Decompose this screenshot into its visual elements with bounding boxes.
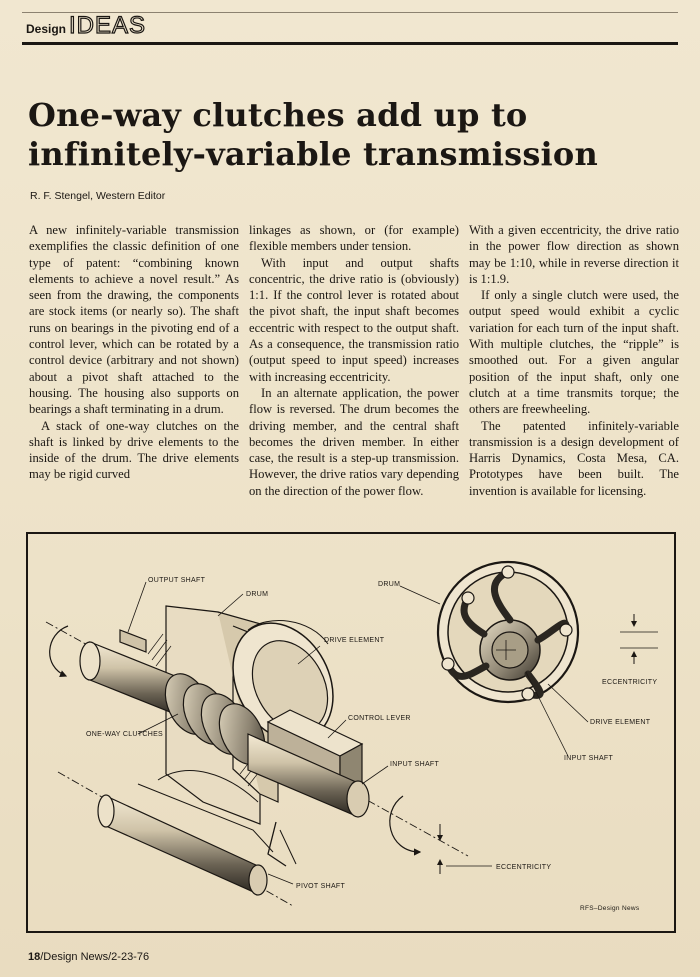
paragraph: A stack of one-way clutches on the shaft is linked by drive elements to the inside of the drum. The drive elements may be rigid curved [29, 418, 239, 482]
title-line-2: infinitely-variable transmission [28, 135, 598, 173]
diagram-drawing [28, 534, 674, 931]
paragraph: The patented infinitely-variable transmission is a design development of Harris Dynamics, Costa Mesa, CA. Prototypes have been built. The invention is available for licensing. [469, 418, 679, 498]
label-drive-element-right: DRIVE ELEMENT [590, 719, 651, 726]
label-drum-right: DRUM [378, 581, 401, 588]
transmission-diagram [26, 532, 676, 933]
paragraph: If only a single clutch were used, the output speed would exhibit a cyclic variation for each turn of the input shaft. With multiple clutches, the “ripple” is smoothed out. For a given angular position of the input shaft, only one clutch at a time transmits torque; the others are freewheeling. [469, 288, 679, 417]
label-drum-left: DRUM [246, 591, 269, 598]
label-output-shaft: OUTPUT SHAFT [148, 577, 206, 584]
paragraph: With a given eccentricity, the drive ratio in the power flow direction as shown may be 1:10, while in reverse direction it is 1:1.9. [469, 223, 679, 286]
article-title [28, 96, 678, 174]
section-name: IDEAS [69, 12, 147, 39]
title-line-1: One-way clutches add up to [28, 96, 528, 134]
section-prefix: Design [26, 22, 67, 36]
paragraph: In an alternate application, the power flow is reversed. The drum becomes the driving member, and the central shaft becomes the driven member. In either case, the result is a step-up transmission. However, the drive ratios vary depending on the direction of the power flow. [249, 385, 459, 498]
text-column-2 [249, 222, 459, 499]
label-text: DRIVE ELEMENT [324, 637, 385, 644]
page-footer [28, 951, 149, 963]
section-header [26, 14, 146, 38]
publication-date: /Design News/2-23-76 [40, 951, 150, 963]
paragraph: linkages as shown, or (for example) flexible members under tension. [249, 223, 459, 254]
label-input-shaft-left: INPUT SHAFT [390, 761, 440, 768]
byline: R. F. Stengel, Western Editor [30, 190, 166, 202]
text-column-1 [29, 222, 239, 483]
label-input-shaft-right: INPUT SHAFT [564, 755, 614, 762]
label-drive-element-left [324, 637, 385, 644]
text-column-3 [469, 222, 679, 499]
end-view [400, 562, 658, 756]
label-eccentricity-bottom: ECCENTRICITY [496, 864, 552, 871]
paragraph: A new infinitely-variable transmission exemplifies the classic definition of one type of patent: “combining known elements to achieve a novel result.” As seen from the drawing, the components are stock items (or nearly so). The shaft runs on bearings in the pivoting end of a control lever, which can be rotated by a control device (arbitrary and not shown) about a pivot shaft attached to the housing. The housing also supports on bearings a shaft terminating in a drum. [29, 223, 239, 417]
paragraph: With input and output shafts concentric, the drive ratio is (obviously) 1:1. If the control lever is rotated about the pivot shaft, the input shaft becomes eccentric with respect to the output shaft. As a consequence, the transmission ratio (output speed to input speed) increases with increasing eccentricity. [249, 255, 459, 384]
label-control-lever: CONTROL LEVER [348, 715, 411, 722]
isometric-assembly [46, 582, 492, 906]
label-one-way-clutches: ONE-WAY CLUTCHES [86, 731, 164, 738]
figure-credit: RFS–Design News [580, 905, 640, 912]
page-number: 18 [28, 951, 41, 963]
header-rule [22, 42, 678, 45]
label-pivot-shaft: PIVOT SHAFT [296, 883, 346, 890]
label-eccentricity-right: ECCENTRICITY [602, 679, 658, 686]
